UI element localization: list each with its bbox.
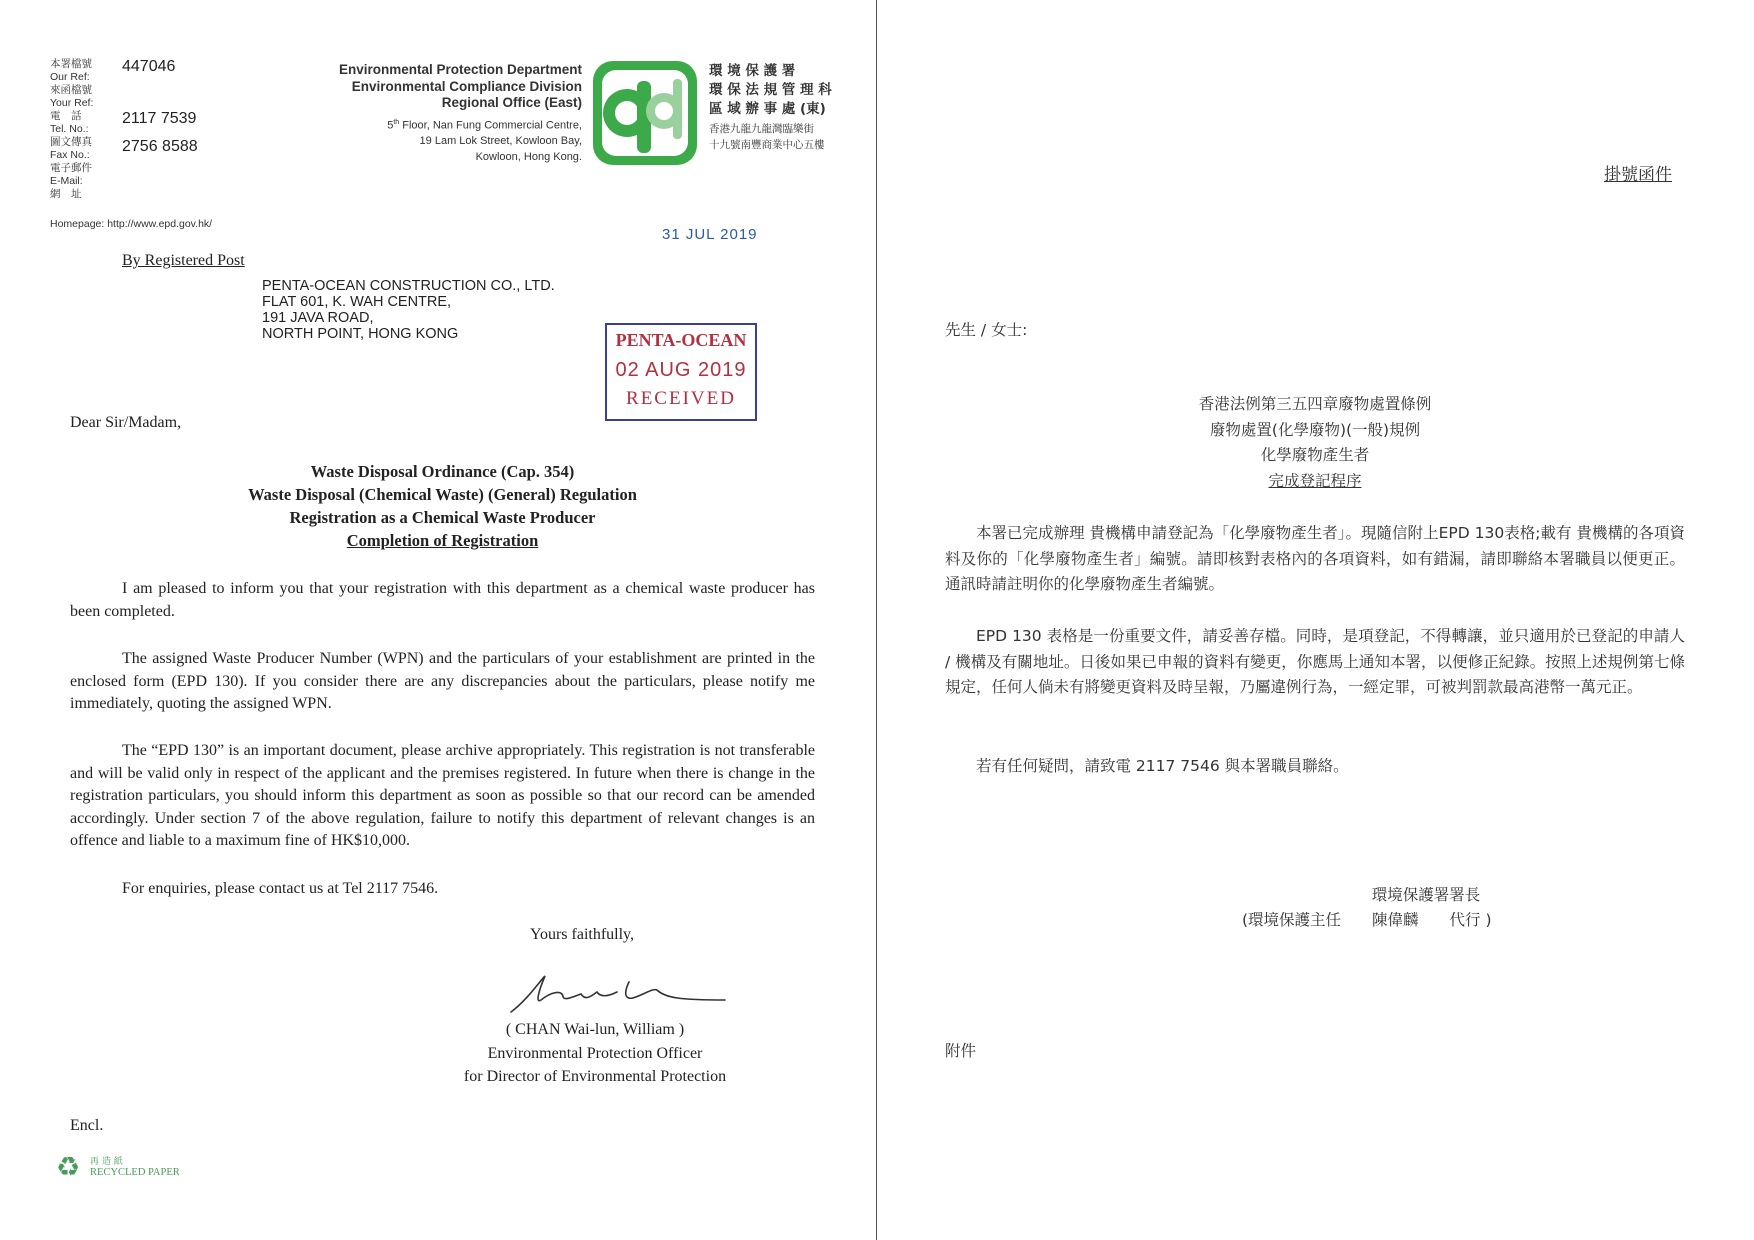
department-address-line2: 19 Lam Lok Street, Kowloon Bay, (419, 135, 582, 148)
signatory-name: ( CHAN Wai-lun, William ) (505, 1021, 685, 1038)
tel-label: Tel. No.: (50, 123, 89, 135)
recipient-address (262, 278, 555, 342)
email-label: E-Mail: (50, 175, 83, 187)
homepage-url[interactable]: http://www.epd.gov.hk/ (107, 218, 213, 230)
your-ref-label-zh: 來函檔號 (50, 84, 92, 96)
our-ref-label-zh: 本署檔號 (50, 58, 92, 70)
recycled-paper-en: RECYCLED PAPER (90, 1167, 180, 1178)
subject-zh-line-3: 化學廢物產生者 (1260, 446, 1370, 464)
subject-block (70, 460, 815, 552)
paragraph-2: The assigned Waste Producer Number (WPN) and the particulars of your establishment are printed in the enclosed form (EPD 130). If you consider there are any discrepancies about the particulars, please notify me immediately, quoting the assigned WPN. (70, 650, 815, 712)
fax-label-zh: 圖文傳真 (50, 136, 92, 148)
division-name: Environmental Compliance Division (351, 78, 582, 94)
division-name-zh: 環 保 法 規 管 理 科 (709, 82, 832, 98)
signatory-for: for Director of Environmental Protection (463, 1068, 727, 1085)
recycle-icon: ♻ (56, 1152, 81, 1182)
signature-sub-zh: (環境保護主任 陳偉麟 代行 ) (1242, 911, 1492, 929)
recipient-line-2: FLAT 601, K. WAH CENTRE, (262, 294, 452, 310)
salutation-zh: 先生 / 女士: (945, 321, 1028, 339)
delivery-method: By Registered Post (122, 252, 245, 269)
paragraph-zh-2: EPD 130 表格是一份重要文件，請妥善存檔。同時，是項登記，不得轉讓，並只適用於已登記的申請人 / 機構及有關地址。日後如果已申報的資料有變更，你應馬上通知本署，以便修正紀錄。按照上述規例第七條規定，任何人倘未有將變更資料及時呈報，乃屬違例行為，一經定罪，可被判罰款最高港幣一萬元正。 (945, 627, 1685, 696)
signature-mark (505, 970, 730, 1018)
signatory-title: Environmental Protection Officer (487, 1044, 703, 1062)
signatory-block (430, 1018, 760, 1089)
enclosure-label: Encl. (70, 1117, 104, 1134)
recycled-paper-mark (56, 1152, 196, 1184)
paragraph-3: The “EPD 130” is an important document, please archive appropriately. This registration is not transferable and will be valid only in respect of the applicant and the premises registered. In future when there is change in the registration particulars, you should inform this department as soon as possible so that our record can be amended accordingly. Under section 7 of the above regulation, failure to notify this department of relevant changes is an offence and liable to a maximum fine of HK$10,000. (70, 742, 815, 849)
subject-zh-line-4: 完成登記程序 (1268, 471, 1362, 490)
registered-mail-label: 掛號函件 (1604, 165, 1672, 185)
tel-label-zh: 電 話 (50, 110, 82, 122)
subject-zh-line-1: 香港法例第三五四章廢物處置條例 (1198, 395, 1432, 413)
letter-date: 31 JUL 2019 (662, 226, 758, 243)
office-name-zh: 區 域 辦 事 處 (東) (709, 101, 826, 117)
department-name-zh: 環 境 保 護 署 (709, 63, 796, 79)
department-address-line3: Kowloon, Hong Kong. (475, 151, 582, 164)
recipient-line-3: 191 JAVA ROAD, (262, 310, 374, 326)
paragraph-zh-1: 本署已完成辦理 貴機構申請登記為「化學廢物產生者」。現隨信附上EPD 130表格;載有 貴機構的各項資料及你的「化學廢物產生者」編號。請即核對表格內的各項資料，如有錯漏，請即聯絡本署職員以便更正。通訊時請註明你的化學廢物產生者編號。 (945, 524, 1685, 593)
department-address-zh-line2: 十九號南豐商業中心五樓 (709, 139, 825, 151)
stamp-company: PENTA-OCEAN (615, 330, 747, 350)
subject-line-4: Completion of Registration (346, 531, 539, 550)
epd-logo (593, 61, 697, 165)
fax-label: Fax No.: (50, 149, 90, 161)
subject-line-3: Registration as a Chemical Waste Producer (289, 508, 596, 527)
department-name: Environmental Protection Department (338, 62, 582, 77)
subject-line-1: Waste Disposal Ordinance (Cap. 354) (310, 462, 575, 481)
paragraph-zh-3: 若有任何疑問，請致電 2117 7546 與本署職員聯絡。 (976, 757, 1349, 775)
subject-block-zh (945, 392, 1685, 494)
department-block-zh (709, 62, 874, 153)
office-name: Regional Office (East) (441, 95, 582, 110)
fax-value: 2756 8588 (122, 138, 198, 155)
recipient-line-4: NORTH POINT, HONG KONG (262, 326, 459, 342)
homepage-label-zh: 網 址 (50, 188, 82, 200)
stamp-status: RECEIVED (626, 388, 736, 409)
tel-value: 2117 7539 (122, 110, 197, 127)
our-ref-value: 447046 (122, 58, 176, 75)
chinese-letter-page (877, 0, 1754, 1240)
stamp-date: 02 AUG 2019 (615, 359, 747, 381)
received-stamp (605, 323, 757, 421)
department-address-line1: 5th Floor, Nan Fung Commercial Centre, (387, 118, 582, 132)
epd-logo-mark (593, 61, 697, 165)
homepage-label: Homepage: (50, 218, 105, 230)
reference-labels (50, 58, 112, 201)
salutation: Dear Sir/Madam, (70, 414, 182, 431)
recycled-paper-zh: 再 造 紙 (90, 1157, 123, 1167)
recipient-line-1: PENTA-OCEAN CONSTRUCTION CO., LTD. (262, 278, 555, 294)
your-ref-label: Your Ref: (50, 97, 94, 109)
subject-line-2: Waste Disposal (Chemical Waste) (General) Regulation (248, 485, 637, 504)
enclosure-zh: 附件 (945, 1042, 977, 1060)
subject-zh-line-2: 廢物處置(化學廢物)(一般)規例 (1209, 420, 1421, 439)
paragraph-4: For enquiries, please contact us at Tel 2117 7546. (122, 880, 439, 897)
our-ref-label: Our Ref: (50, 71, 90, 83)
department-address-zh-line1: 香港九龍九龍灣臨樂街 (709, 123, 814, 135)
signature-title-zh: 環境保護署署長 (1371, 886, 1481, 904)
paragraph-1: I am pleased to inform you that your registration with this department as a chemical waste producer has been completed. (70, 580, 815, 620)
closing: Yours faithfully, (530, 926, 635, 943)
email-label-zh: 電子郵件 (50, 162, 92, 174)
homepage-row (50, 218, 212, 231)
department-block-en (290, 62, 582, 165)
